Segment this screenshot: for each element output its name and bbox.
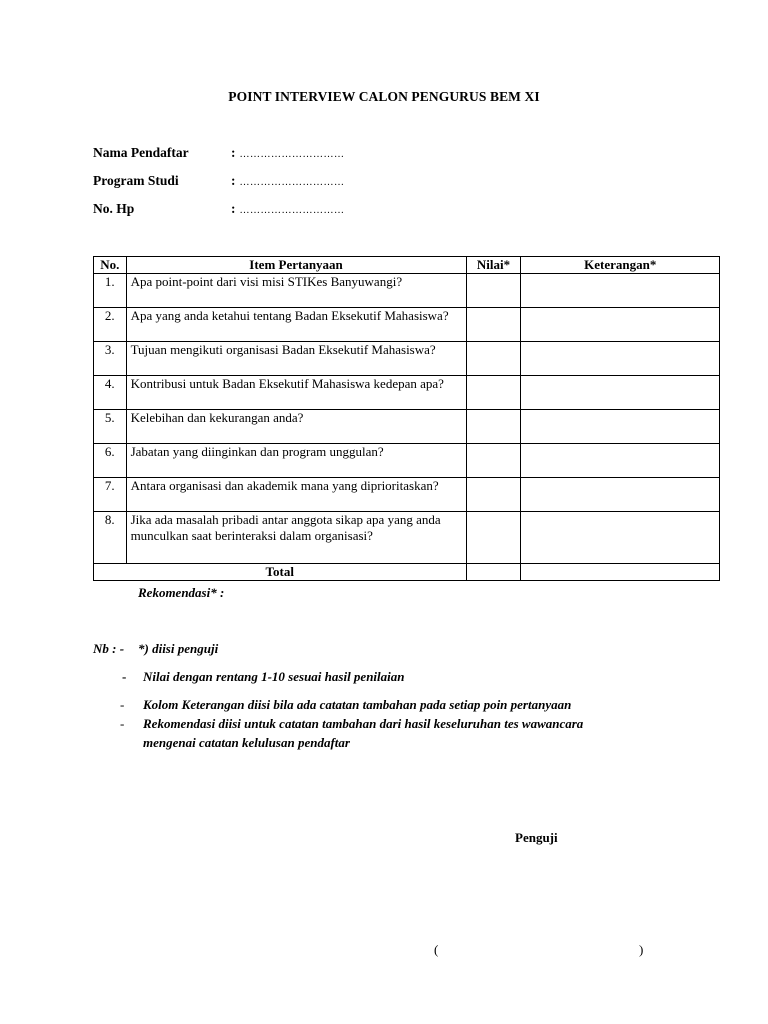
field-colon: : [231, 201, 236, 216]
keterangan-cell [521, 376, 720, 410]
row-no: 3. [94, 342, 127, 376]
table-row [94, 512, 720, 564]
table-row [94, 342, 720, 376]
header-no: No. [94, 257, 127, 274]
keterangan-cell [521, 410, 720, 444]
note-rekomendasi: Rekomendasi diisi untuk catatan tambahan dari hasil keseluruhan tes wawancara [143, 716, 584, 731]
field-program-studi [93, 173, 345, 189]
row-no: 2. [94, 308, 127, 342]
table-row [94, 444, 720, 478]
keterangan-cell [521, 478, 720, 512]
signature-label: Penguji [515, 830, 558, 845]
row-no: 1. [94, 274, 127, 308]
signature-open-paren: ( [434, 942, 439, 957]
note-dash: - [120, 716, 125, 731]
row-item: Kelebihan dan kekurangan anda? [126, 410, 466, 444]
signature-close-paren: ) [639, 942, 644, 957]
row-no: 8. [94, 512, 127, 564]
row-no: 5. [94, 410, 127, 444]
keterangan-cell [521, 444, 720, 478]
row-item: Kontribusi untuk Badan Eksekutif Mahasiswa kedepan apa? [126, 376, 466, 410]
nilai-cell [466, 444, 521, 478]
field-label: No. Hp [93, 201, 135, 216]
nilai-cell [466, 308, 521, 342]
note-nilai: Nilai dengan rentang 1-10 sesuai hasil penilaian [143, 669, 405, 684]
field-no-hp [93, 201, 345, 217]
table-row [94, 274, 720, 308]
nilai-cell [466, 478, 521, 512]
total-keterangan-cell [521, 564, 720, 581]
field-colon: : [231, 145, 236, 160]
table-row [94, 478, 720, 512]
total-label: Total [94, 564, 467, 581]
field-blank: ………………………… [239, 177, 345, 188]
table-row [94, 410, 720, 444]
keterangan-cell [521, 342, 720, 376]
note-dash: - [122, 669, 127, 684]
rekomendasi-label: Rekomendasi* : [138, 585, 225, 600]
field-colon: : [231, 173, 236, 188]
nilai-cell [466, 376, 521, 410]
row-no: 4. [94, 376, 127, 410]
row-no: 7. [94, 478, 127, 512]
row-item: Apa yang anda ketahui tentang Badan Eksekutif Mahasiswa? [126, 308, 466, 342]
notes-prefix: Nb : - [93, 641, 125, 656]
interview-table [93, 256, 720, 581]
header-nilai: Nilai* [466, 257, 521, 274]
field-nama-pendaftar [93, 145, 345, 161]
header-keterangan: Keterangan* [521, 257, 720, 274]
row-no: 6. [94, 444, 127, 478]
table-header-row [94, 257, 720, 274]
row-item: Tujuan mengikuti organisasi Badan Eksekutif Mahasiswa? [126, 342, 466, 376]
row-item: Antara organisasi dan akademik mana yang diprioritaskan? [126, 478, 466, 512]
note-keterangan: Kolom Keterangan diisi bila ada catatan tambahan pada setiap poin pertanyaan [143, 697, 572, 712]
field-label: Nama Pendaftar [93, 145, 189, 160]
nilai-cell [466, 342, 521, 376]
row-item: Jika ada masalah pribadi antar anggota sikap apa yang anda munculkan saat berinteraksi dalam organisasi? [126, 512, 466, 564]
row-item: Jabatan yang diinginkan dan program unggulan? [126, 444, 466, 478]
keterangan-cell [521, 308, 720, 342]
nilai-cell [466, 512, 521, 564]
nilai-cell [466, 410, 521, 444]
table-row [94, 376, 720, 410]
field-blank: ………………………… [239, 205, 345, 216]
keterangan-cell [521, 274, 720, 308]
field-blank: ………………………… [239, 149, 345, 160]
note-dash: - [120, 697, 125, 712]
table-total-row [94, 564, 720, 581]
note-first: *) diisi penguji [138, 641, 219, 656]
table-row [94, 308, 720, 342]
total-nilai-cell [466, 564, 521, 581]
note-rekomendasi-cont: mengenai catatan kelulusan pendaftar [143, 735, 350, 750]
field-label: Program Studi [93, 173, 179, 188]
row-item: Apa point-point dari visi misi STIKes Banyuwangi? [126, 274, 466, 308]
document-title: POINT INTERVIEW CALON PENGURUS BEM XI [228, 89, 540, 104]
header-item: Item Pertanyaan [126, 257, 466, 274]
keterangan-cell [521, 512, 720, 564]
nilai-cell [466, 274, 521, 308]
